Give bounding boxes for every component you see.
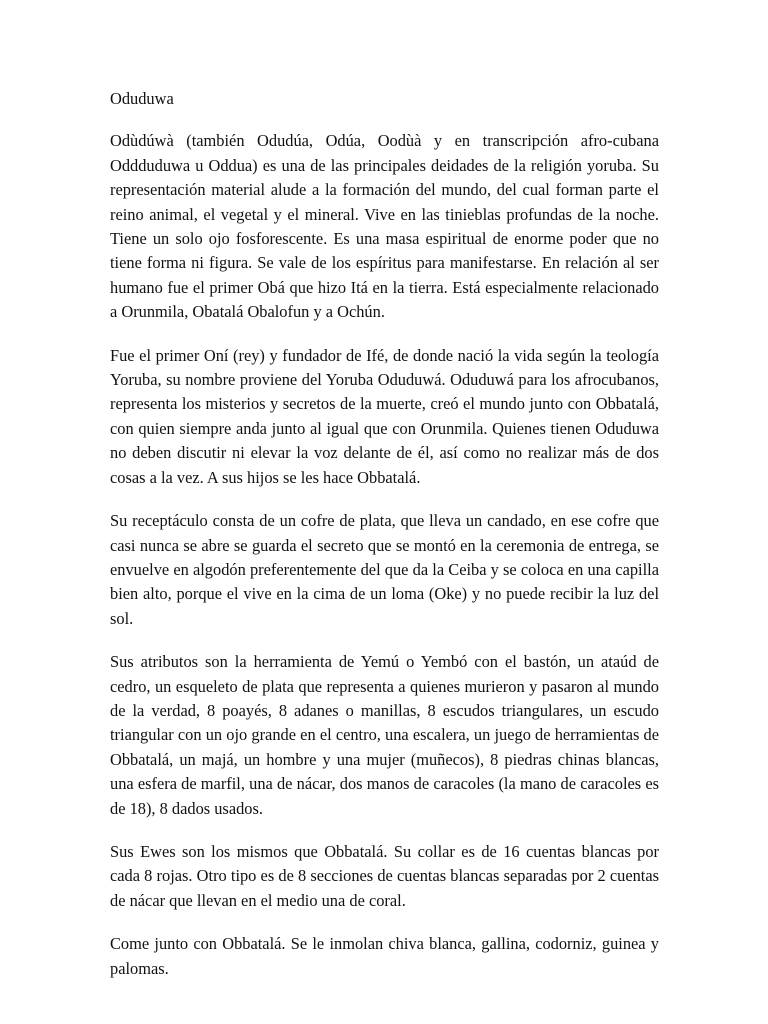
paragraph-attributes: Sus atributos son la herramienta de Yemú o Yembó con el bastón, un ataúd de cedro, un esqueleto de plata que representa a quienes murieron y pasaron al mundo de la verdad, 8 poayés, 8 adanes o manillas, 8 escudos triangulares, un escudo triangular con un ojo grande en el centro, una escalera, un juego de herramientas de Obbatalá, un majá, un hombre y una mujer (muñecos), 8 piedras chinas blancas, una esfera de marfil, una de nácar, dos manos de caracoles (la mano de caracoles es de 18), 8 dados usados. bbox=[110, 652, 659, 818]
paragraph-offerings: Come junto con Obbatalá. Se le inmolan chiva blanca, gallina, codorniz, guinea y palomas. bbox=[110, 934, 659, 978]
paragraph-origin: Fue el primer Oní (rey) y fundador de Ifé, de donde nació la vida según la teología Yoruba, su nombre proviene del Yoruba Oduduwá. Oduduwá para los afrocubanos, representa los misterios y secretos de la muerte, creó el mundo junto con Obbatalá, con quien siempre anda junto al igual que con Orunmila. Quienes tienen Oduduwa no deben discutir ni elevar la voz delante de él, así como no realizar más de dos cosas a la vez. A sus hijos se les hace Obbatalá. bbox=[110, 345, 659, 487]
document-page bbox=[110, 87, 659, 1000]
paragraph-receptacle: Su receptáculo consta de un cofre de plata, que lleva un candado, en ese cofre que casi nunca se abre se guarda el secreto que se montó en la ceremonia de entrega, se envuelve en algodón preferentemente del que da la Ceiba y se coloca en una capilla bien alto, porque el vive en la cima de un loma (Oke) y no puede recibir la luz del sol. bbox=[110, 511, 659, 628]
paragraph-ewes: Sus Ewes son los mismos que Obbatalá. Su collar es de 16 cuentas blancas por cada 8 rojas. Otro tipo es de 8 secciones de cuentas blancas separadas por 2 cuentas de nácar que llevan en el medio una de coral. bbox=[110, 841, 659, 910]
paragraph-intro: Odùdúwà (también Odudúa, Odúa, Oodùà y en transcripción afro-cubana Oddduduwa u Oddua) es una de las principales deidades de la religión yoruba. Su representación material alude a la formación del mundo, del cual forman parte el reino animal, el vegetal y el mineral. Vive en las tinieblas profundas de la noche. Tiene un solo ojo fosforescente. Es una masa espiritual de enorme poder que no tiene forma ni figura. Se vale de los espíritus para manifestarse. En relación al ser humano fue el primer Obá que hizo Itá en la tierra. Está especialmente relacionado a Orunmila, Obatalá Obalofun y a Ochún. bbox=[110, 131, 659, 322]
document-title: Oduduwa bbox=[110, 89, 174, 108]
